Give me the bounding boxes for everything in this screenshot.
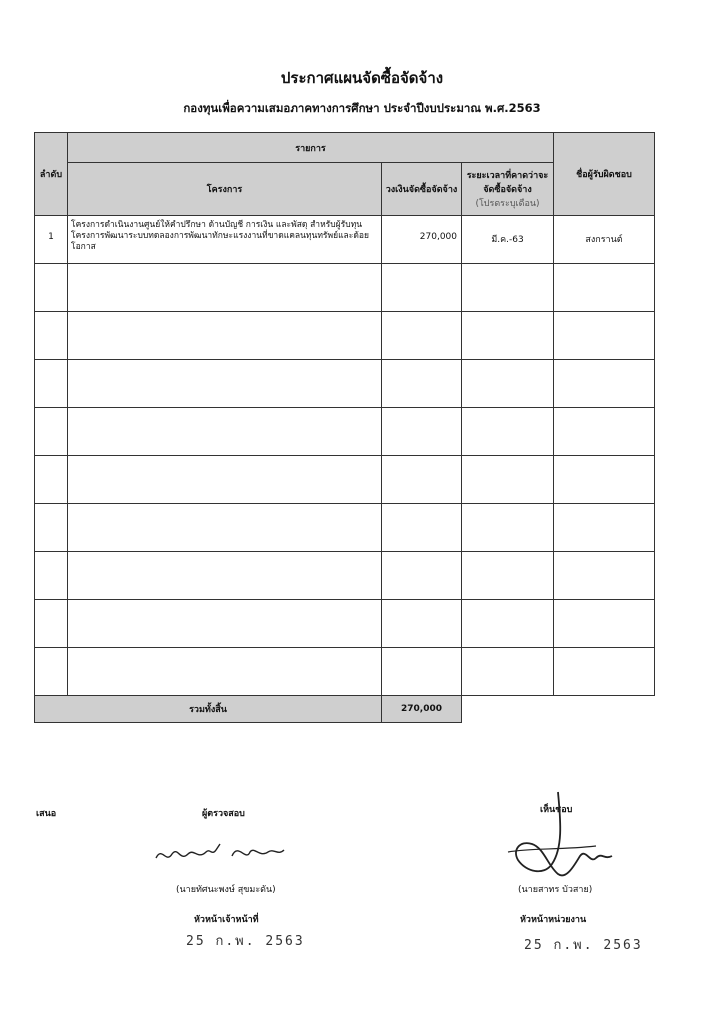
approver-signature [500,786,618,896]
reviewer-label: ผู้ตรวจสอบ [202,809,245,819]
reviewer-signature [150,836,290,870]
header-responsible: ชื่อผู้รับผิดชอบ [554,133,655,216]
header-period-label: ระยะเวลาที่คาดว่าจะจัดซื้อจัดจ้าง [466,171,549,195]
header-period-note: (โปรดระบุเดือน) [475,199,540,209]
header-project: โครงการ [68,163,382,216]
total-label: รวมทั้งสิ้น [35,696,382,723]
approver-position: หัวหน้าหน่วยงาน [520,915,587,925]
row-responsible: สงกรานต์ [554,216,655,264]
procurement-plan-table [34,132,655,723]
approver-label: เห็นชอบ [540,805,573,815]
table-row-empty [35,648,655,696]
total-row [35,696,655,723]
header-period [462,163,554,216]
header-budget: วงเงินจัดซื้อจัดจ้าง [382,163,462,216]
reviewer-position: หัวหน้าเจ้าหน้าที่ [194,915,259,925]
table-row [35,216,655,264]
total-value: 270,000 [382,696,462,723]
reviewer-date-stamp: 25 ก.พ. 2563 [186,934,305,949]
approver-date-stamp: 25 ก.พ. 2563 [524,938,643,953]
row-project: โครงการดำเนินงานศูนย์ให้คำปรึกษา ด้านบัญชี การเงิน และพัสดุ สำหรับผู้รับทุนโครงการพัฒนาระบบทดลองการพัฒนาทักษะแรงงานที่ขาดแคลนทุนทรัพย์และด้อยโอกาส [68,216,382,264]
row-budget: 270,000 [382,216,462,264]
table-row-empty [35,600,655,648]
document-title: ประกาศแผนจัดซื้อจัดจ้าง [280,69,444,87]
table-row-empty [35,360,655,408]
table-row-empty [35,504,655,552]
document-subtitle: กองทุนเพื่อความเสมอภาคทางการศึกษา ประจำปีงบประมาณ พ.ศ.2563 [183,101,541,115]
table-row-empty [35,264,655,312]
propose-label: เสนอ [36,809,57,819]
reviewer-name: (นายทัศนะพงษ์ สุขมะดัน) [176,885,276,895]
row-period: มี.ค.-63 [462,216,554,264]
table-row-empty [35,312,655,360]
table-row-empty [35,552,655,600]
header-no: ลำดับ [35,133,68,216]
table-row-empty [35,456,655,504]
table-row-empty [35,408,655,456]
approver-name: (นายสาทร บัวสาย) [518,885,593,895]
row-no: 1 [35,216,68,264]
header-list: รายการ [68,133,554,163]
